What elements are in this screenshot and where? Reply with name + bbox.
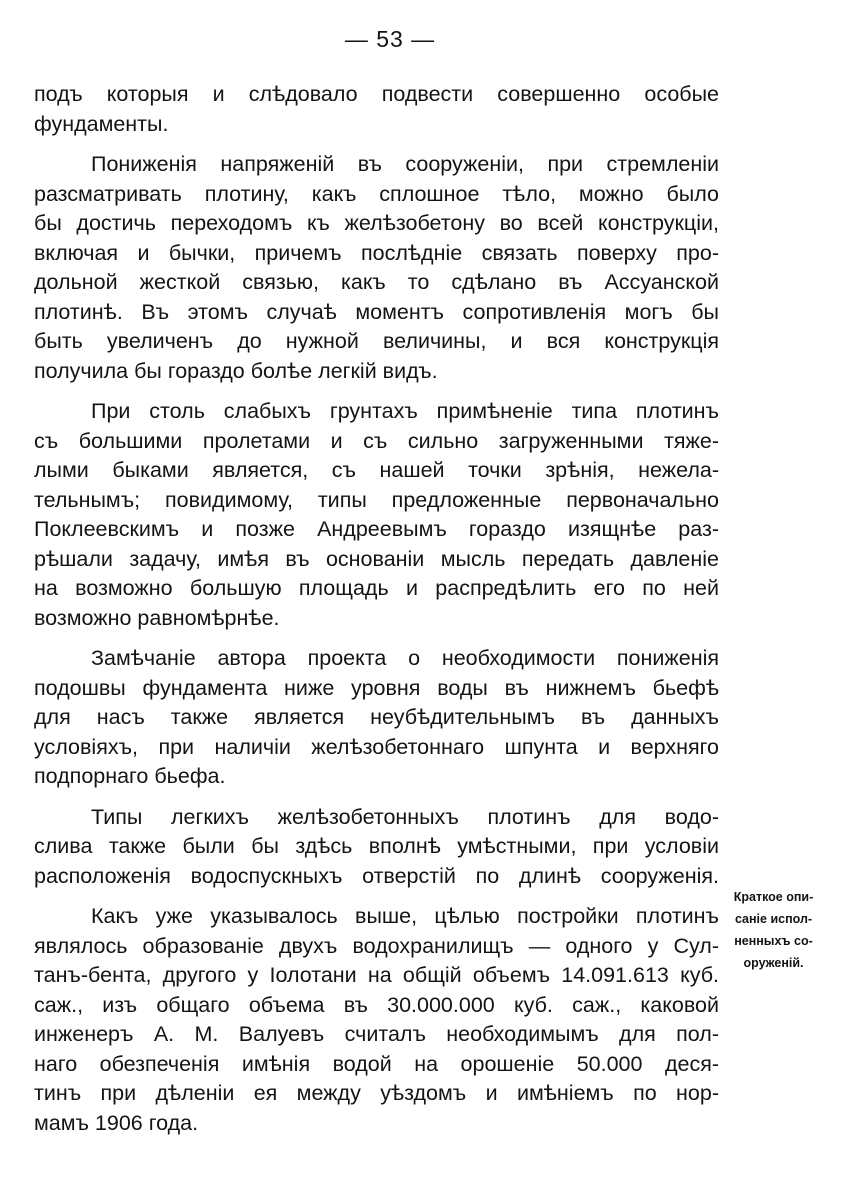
text-line: Поклеевскимъ и позже Андреевымъ гораздо изящнѣе раз- [34, 517, 719, 541]
margin-note [726, 886, 821, 974]
text-line: включая и бычки, причемъ послѣдніе связать поверху про- [34, 240, 719, 265]
paragraph-spacer [34, 792, 719, 803]
text-line: Замѣчаніе автора проекта о необходимости пониженія [91, 646, 719, 670]
paragraph-spacer [34, 633, 719, 644]
margin-note-line: оруженій. [743, 956, 804, 970]
text-line: Пониженія напряженій въ сооруженіи, при стремленіи [91, 152, 719, 176]
text-line: бы достичь переходомъ къ желѣзобетону во всей конструкціи, [34, 211, 719, 235]
text-line: дольной жесткой связью, какъ то сдѣлано въ Ассуанской [34, 270, 719, 294]
page-number: — 53 — [344, 26, 436, 52]
text-line: расположенія водоспускныхъ отверстій по длинѣ сооруженія. [34, 863, 719, 888]
paragraph-author-remark [34, 644, 719, 792]
text-line: тинъ при дѣленіи ея между уѣздомъ и имѣніемъ по нор- [34, 1081, 719, 1105]
text-line: мамъ 1906 года. [34, 1110, 199, 1135]
paragraph-stress-reduction [34, 150, 719, 386]
body-text [34, 80, 719, 1138]
paragraph-light-dams [34, 803, 719, 892]
text-line: подошвы фундамента ниже уровня воды въ нижнемъ бьефѣ [34, 675, 719, 700]
text-line: фундаменты. [34, 111, 169, 136]
text-line: съ большими пролетами и съ сильно загруженными тяже- [34, 428, 719, 453]
text-line: Какъ уже указывалось выше, цѣлью постройки плотинъ [91, 904, 719, 928]
paragraph-weak-soils [34, 397, 719, 633]
margin-note-line: саніе испол- [734, 912, 813, 926]
text-line: являлось образованіе двухъ водохранилищъ — одного у Сул- [34, 933, 719, 958]
text-line: танъ-бента, другого у Іолотани на общій объемъ 14.091.613 куб. [34, 963, 719, 987]
margin-note-line: ненныхъ со- [734, 934, 813, 948]
text-line: возможно равномѣрнѣе. [34, 605, 280, 630]
text-line: подпорнаго бьефа. [34, 764, 226, 788]
text-line: саж., изъ общаго объема въ 30.000.000 куб. саж., каковой [34, 992, 719, 1017]
text-line: Типы легкихъ желѣзобетонныхъ плотинъ для водо- [91, 804, 719, 829]
text-line: на возможно большую площадь и распредѣлить его по ней [34, 576, 719, 600]
paragraph-reservoirs [34, 902, 719, 1138]
text-line: разсматривать плотину, какъ сплошное тѣло, можно было [34, 181, 719, 206]
text-line: слива также были бы здѣсь вполнѣ умѣстными, при условіи [34, 834, 719, 858]
paragraph-foundations-end [34, 80, 719, 139]
text-line: получила бы гораздо болѣе легкій видъ. [34, 358, 438, 383]
text-line: плотинѣ. Въ этомъ случаѣ моментъ сопротивленія могъ бы [34, 299, 719, 324]
text-line: быть увеличенъ до нужной величины, и вся конструкція [34, 329, 719, 353]
text-line: лыми быками является, съ нашей точки зрѣнія, нежела- [34, 458, 719, 482]
text-line: При столь слабыхъ грунтахъ примѣненіе типа плотинъ [91, 399, 719, 423]
text-line: подъ которыя и слѣдовало подвести совершенно особые [34, 82, 719, 106]
text-line: условіяхъ, при наличіи желѣзобетоннаго шпунта и верхняго [34, 734, 719, 759]
text-line: инженеръ А. М. Валуевъ считалъ необходимымъ для пол- [34, 1022, 719, 1046]
paragraph-spacer [34, 386, 719, 397]
text-line: для насъ также является неубѣдительнымъ въ данныхъ [34, 705, 719, 729]
margin-note-line: Краткое опи- [733, 890, 814, 904]
paragraph-spacer [34, 891, 719, 902]
text-line: тельнымъ; повидимому, типы предложенные первоначально [34, 487, 719, 512]
text-line: рѣшали задачу, имѣя въ основаніи мысль передать давленіе [34, 546, 719, 571]
text-line: наго обезпеченія имѣнія водой на орошеніе 50.000 деся- [34, 1051, 719, 1076]
paragraph-spacer [34, 139, 719, 150]
